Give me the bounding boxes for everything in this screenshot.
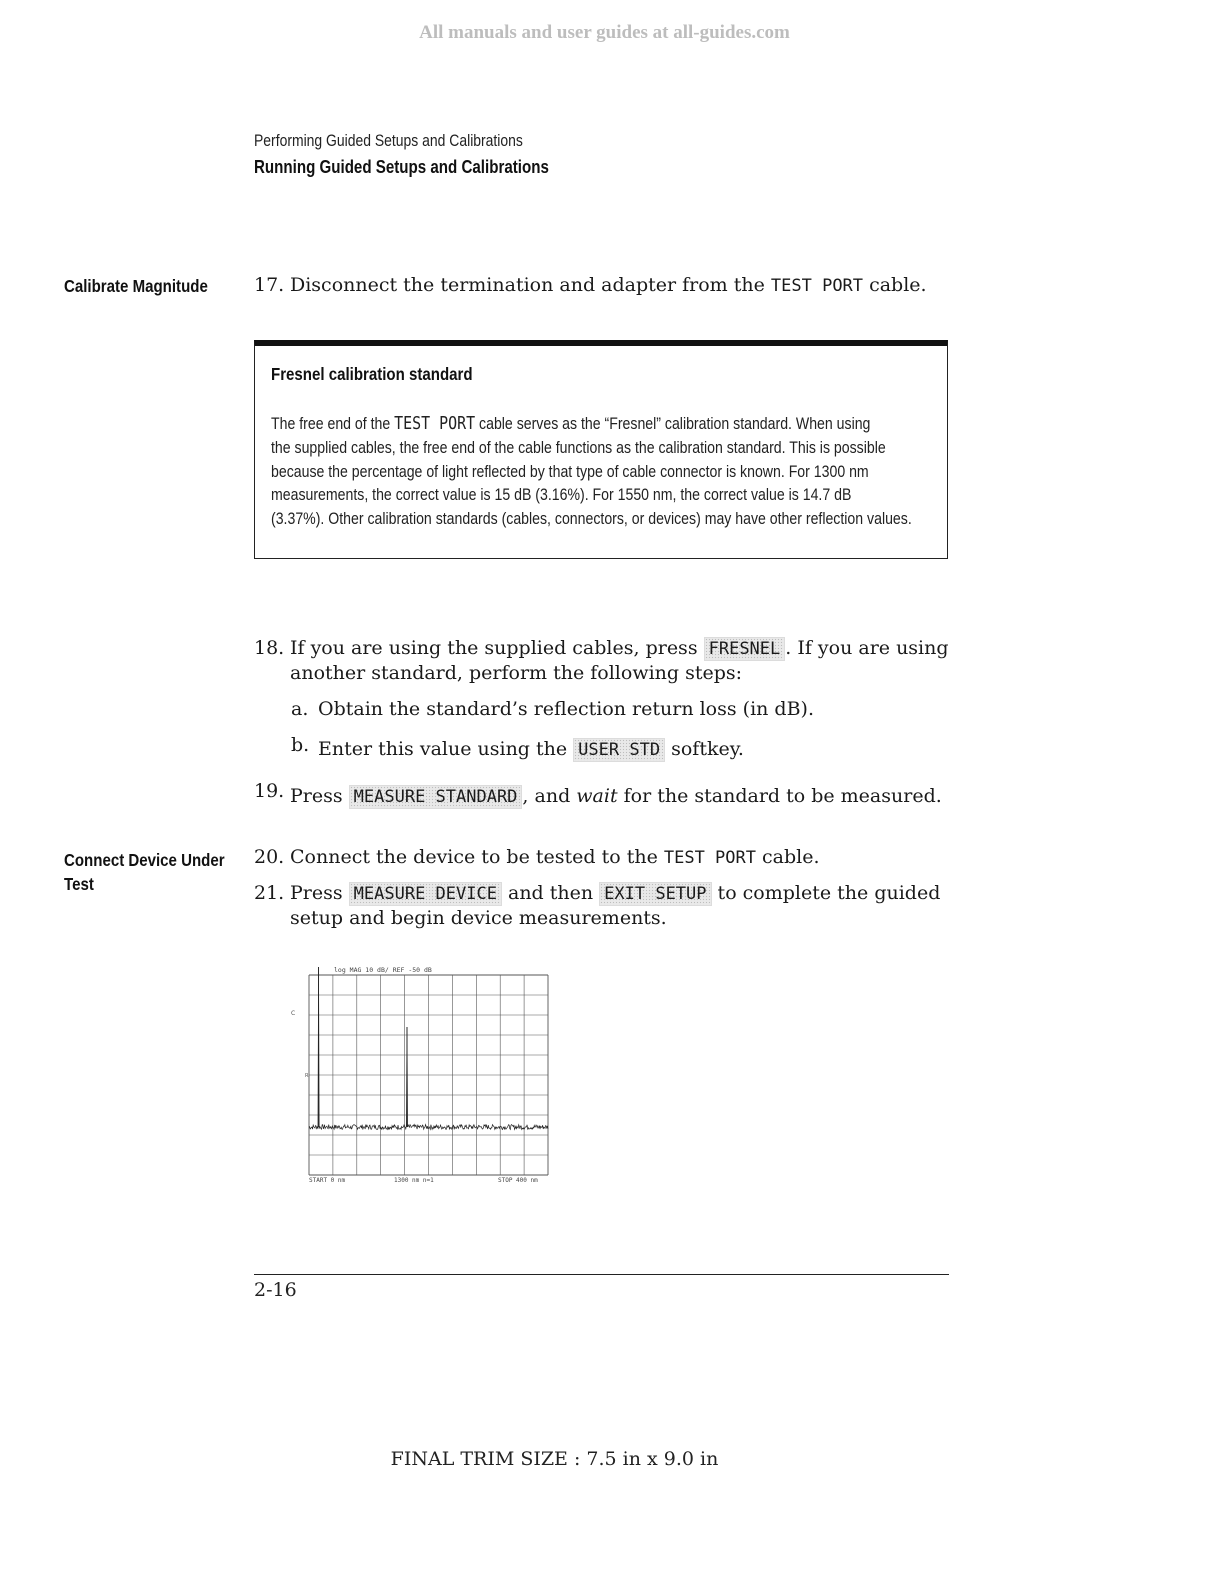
- step-17: [0, 273, 1219, 299]
- measure-standard-softkey[interactable]: MEASURE STANDARD: [349, 785, 523, 809]
- plot-grid: [309, 975, 548, 1175]
- note-title: Fresnel calibration standard: [271, 364, 473, 384]
- substep-a: [0, 697, 1219, 723]
- step-18: [0, 636, 1219, 696]
- substep-text: Enter this value using the USER STD softkey.: [318, 738, 744, 760]
- side-heading-connect: Connect Device Under Test: [64, 850, 225, 894]
- step-text: Disconnect the termination and adapter from the TEST PORT cable.: [290, 274, 927, 296]
- step-number: 19.: [254, 780, 285, 802]
- step-text: Press MEASURE STANDARD , and wait for the standard to be measured.: [290, 785, 942, 807]
- step-21: [0, 881, 1219, 933]
- step-20: [0, 845, 1219, 871]
- test-port-label: TEST PORT: [394, 413, 476, 434]
- reflection-trace-plot: [284, 962, 556, 1186]
- x-start-label: START 0 nm: [309, 1177, 346, 1184]
- substep-b: [0, 734, 1219, 763]
- side-heading-calibrate: Calibrate Magnitude: [64, 276, 208, 296]
- measure-device-softkey[interactable]: MEASURE DEVICE: [349, 882, 502, 906]
- watermark: All manuals and user guides at all-guides.com: [419, 22, 790, 43]
- step-text-line2: setup and begin device measurements.: [290, 907, 667, 929]
- plot-marker-r: R: [305, 1073, 309, 1079]
- test-port-label: TEST PORT: [663, 848, 756, 868]
- step-number: 20.: [254, 846, 285, 868]
- substep-text: Obtain the standard’s reflection return loss (in dB).: [318, 698, 814, 720]
- test-port-label: TEST PORT: [770, 276, 864, 296]
- plot-title: log MAG 10 dB/ REF -50 dB: [334, 966, 432, 974]
- step-text: Connect the device to be tested to the TEST PORT cable.: [290, 846, 820, 868]
- chapter-title: Performing Guided Setups and Calibrations: [254, 131, 523, 150]
- trim-size-note: FINAL TRIM SIZE : 7.5 in x 9.0 in: [390, 1448, 719, 1470]
- footer-rule: [254, 1274, 949, 1275]
- x-center-label: 1300 nm n=1: [394, 1177, 434, 1184]
- plot-marker-c: C: [291, 1010, 296, 1017]
- step-text-line2: another standard, perform the following steps:: [290, 662, 743, 684]
- step-19: [0, 780, 1219, 810]
- step-text: If you are using the supplied cables, press FRESNEL . If you are using: [290, 637, 949, 659]
- x-stop-label: STOP 400 nm: [498, 1177, 538, 1184]
- page-number: 2-16: [254, 1279, 297, 1301]
- step-number: 18.: [254, 637, 285, 659]
- fresnel-softkey[interactable]: FRESNEL: [704, 637, 786, 661]
- step-number: 17.: [254, 274, 285, 296]
- substep-label: b.: [291, 734, 310, 756]
- step-number: 21.: [254, 882, 285, 904]
- section-title: Running Guided Setups and Calibrations: [254, 157, 549, 177]
- user-std-softkey[interactable]: USER STD: [573, 738, 665, 762]
- substep-label: a.: [291, 698, 309, 720]
- note-body: The free end of the TEST PORT cable serves as the “Fresnel” calibration standard. When using the supplied cables, the free end of the cable functions as the calibration standard. This is possible because the percentage of light reflected by that type of cable connector is known. For 1300 nm measurements, the correct value is 15 dB (3.16%). For 1550 nm, the correct value is 14.7 dB (3.37%). Other calibration standards (cables, connectors, or devices) may have other reflection values.: [271, 413, 912, 529]
- exit-setup-softkey[interactable]: EXIT SETUP: [599, 882, 711, 906]
- step-text: Press MEASURE DEVICE and then EXIT SETUP to complete the guided: [290, 882, 941, 904]
